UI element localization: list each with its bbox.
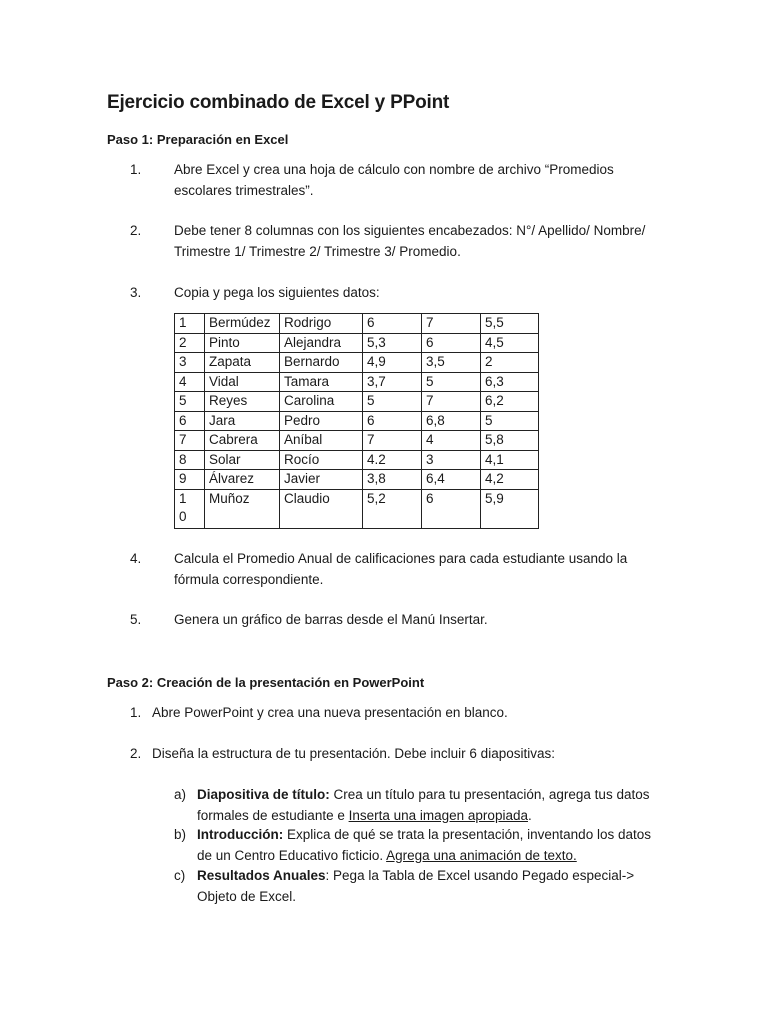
- table-cell: 7: [422, 392, 481, 412]
- document-title: Ejercicio combinado de Excel y PPoint: [107, 92, 450, 113]
- table-cell: 9: [175, 470, 205, 490]
- table-cell: 7: [175, 431, 205, 451]
- table-cell: 4,5: [481, 333, 539, 353]
- table-cell: Rocío: [280, 450, 363, 470]
- subitem-b-letter: b): [174, 827, 187, 842]
- table-cell: 2: [481, 353, 539, 373]
- table-cell: 5,2: [363, 489, 422, 528]
- table-cell: 5: [363, 392, 422, 412]
- paso1-item-5-number: 5.: [130, 612, 142, 627]
- paso1-item-3-text: Copia y pega los siguientes datos:: [174, 285, 380, 300]
- table-cell: 3: [175, 353, 205, 373]
- table-row: [175, 431, 539, 451]
- table-cell: Tamara: [280, 372, 363, 392]
- subitem-c-letter: c): [174, 868, 186, 883]
- table-cell: 6,8: [422, 411, 481, 431]
- paso1-heading: Paso 1: Preparación en Excel: [107, 132, 289, 147]
- subitem-b-text: Introducción: Explica de qué se trata la presentación, inventando los datos de un Centro Educativo ficticio. Agrega una animación de texto.: [197, 827, 651, 863]
- table-cell: 7: [363, 431, 422, 451]
- table-cell: 6: [422, 333, 481, 353]
- table-cell: 3,8: [363, 470, 422, 490]
- table-cell: 1: [175, 314, 205, 334]
- table-cell: Reyes: [205, 392, 280, 412]
- table-cell: Claudio: [280, 489, 363, 528]
- paso2-item-2-number: 2.: [130, 746, 142, 761]
- table-cell: 4: [422, 431, 481, 451]
- table-cell: 6,3: [481, 372, 539, 392]
- table-cell: Pinto: [205, 333, 280, 353]
- table-cell: 5: [481, 411, 539, 431]
- paso2-item-1-number: 1.: [130, 705, 142, 720]
- table-cell: 4,2: [481, 470, 539, 490]
- table-cell: 5: [175, 392, 205, 412]
- table-cell: 2: [175, 333, 205, 353]
- table-cell: 5,5: [481, 314, 539, 334]
- table-cell: Bernardo: [280, 353, 363, 373]
- paso1-item-3-number: 3.: [130, 285, 142, 300]
- paso1-item-4-number: 4.: [130, 551, 142, 566]
- table-cell: 4.2: [363, 450, 422, 470]
- table-cell: Vidal: [205, 372, 280, 392]
- table-row: [175, 333, 539, 353]
- paso2-item-2-text: Diseña la estructura de tu presentación. Debe incluir 6 diapositivas:: [152, 746, 555, 761]
- table-cell: 3,5: [422, 353, 481, 373]
- table-cell: 4: [175, 372, 205, 392]
- table-row: [175, 314, 539, 334]
- table-cell: 1 0: [175, 489, 205, 528]
- table-cell: 6: [175, 411, 205, 431]
- paso1-item-2-text: Debe tener 8 columnas con los siguientes encabezados: N°/ Apellido/ Nombre/ Trimestre 1/ Trimestre 2/ Trimestre 3/ Promedio.: [174, 223, 646, 259]
- table-cell: 6,2: [481, 392, 539, 412]
- table-cell: 8: [175, 450, 205, 470]
- paso1-item-1-text: Abre Excel y crea una hoja de cálculo con nombre de archivo “Promedios escolares trimestrales”.: [174, 162, 614, 198]
- paso2-heading: Paso 2: Creación de la presentación en PowerPoint: [107, 675, 425, 690]
- table-cell: Zapata: [205, 353, 280, 373]
- table-row: [175, 450, 539, 470]
- table-cell: 6: [363, 314, 422, 334]
- table-cell: Aníbal: [280, 431, 363, 451]
- table-cell: 3,7: [363, 372, 422, 392]
- table-cell: Cabrera: [205, 431, 280, 451]
- student-grades-table: [174, 313, 539, 529]
- table-cell: 5,9: [481, 489, 539, 528]
- table-cell: 5: [422, 372, 481, 392]
- table-cell: 4,9: [363, 353, 422, 373]
- table-cell: 6: [363, 411, 422, 431]
- table-cell: Jara: [205, 411, 280, 431]
- table-cell: 6,4: [422, 470, 481, 490]
- subitem-a-letter: a): [174, 787, 187, 802]
- table-cell: Muñoz: [205, 489, 280, 528]
- table-cell: 5,8: [481, 431, 539, 451]
- table-cell: 7: [422, 314, 481, 334]
- table-row: [175, 353, 539, 373]
- paso1-item-1-number: 1.: [130, 162, 142, 177]
- table-cell: Solar: [205, 450, 280, 470]
- table-cell: Álvarez: [205, 470, 280, 490]
- table-cell: Alejandra: [280, 333, 363, 353]
- table-cell: Carolina: [280, 392, 363, 412]
- table-cell: 3: [422, 450, 481, 470]
- subitem-c-text: Resultados Anuales: Pega la Tabla de Excel usando Pegado especial-> Objeto de Excel.: [197, 868, 635, 904]
- paso1-item-2-number: 2.: [130, 223, 142, 238]
- table-cell: Bermúdez: [205, 314, 280, 334]
- table-row: [175, 392, 539, 412]
- table-row: [175, 411, 539, 431]
- table-cell: 6: [422, 489, 481, 528]
- subitem-a-text: Diapositiva de título: Crea un título para tu presentación, agrega tus datos formales de estudiante e Inserta una imagen apropiada.: [197, 787, 650, 823]
- table-cell: Javier: [280, 470, 363, 490]
- table-row: [175, 470, 539, 490]
- table-cell: 4,1: [481, 450, 539, 470]
- paso1-item-4-text: Calcula el Promedio Anual de calificaciones para cada estudiante usando la fórmula correspondiente.: [174, 551, 628, 587]
- table-cell: 5,3: [363, 333, 422, 353]
- paso2-item-1-text: Abre PowerPoint y crea una nueva presentación en blanco.: [152, 705, 508, 720]
- table-row: [175, 489, 539, 528]
- table-cell: Rodrigo: [280, 314, 363, 334]
- paso1-item-5-text: Genera un gráfico de barras desde el Manú Insertar.: [174, 612, 488, 627]
- table-cell: Pedro: [280, 411, 363, 431]
- table-row: [175, 372, 539, 392]
